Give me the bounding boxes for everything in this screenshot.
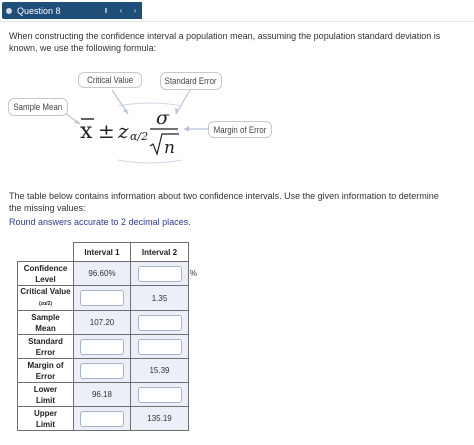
standard-error-interval-1-cell xyxy=(74,335,131,359)
table-row xyxy=(18,383,189,407)
table-row xyxy=(18,335,189,359)
table-row xyxy=(18,286,189,311)
standard-error-interval-2-cell xyxy=(131,335,189,359)
intro-text: When constructing the confidence interval a population mean, assuming the population standard deviation is known, we use the following formula: xyxy=(9,31,441,53)
lower-limit-interval-1: 96.18 xyxy=(74,383,131,407)
question-tab[interactable] xyxy=(2,2,98,19)
n-symbol: n xyxy=(164,138,175,158)
chevron-right-icon: › xyxy=(133,6,137,15)
table-description: The table below contains information about two confidence intervals. Use the given information to determine the missing values: xyxy=(9,191,439,213)
plus-minus-symbol: ± xyxy=(98,119,115,143)
formula-diagram xyxy=(0,66,474,176)
critical-value-interval-1-input[interactable] xyxy=(80,290,124,306)
column-header-interval-1: Interval 1 xyxy=(74,243,131,262)
standard-error-callout: Standard Error xyxy=(160,72,222,90)
margin-of-error-interval-1-input[interactable] xyxy=(80,363,124,379)
upper-limit-interval-2: 135.19 xyxy=(131,407,189,431)
margin-of-error-callout: Margin of Error xyxy=(208,121,272,138)
alpha-half-subscript: α/2 xyxy=(130,130,149,143)
formula-bracket xyxy=(118,160,182,163)
sample-mean-interval-1: 107.20 xyxy=(74,311,131,335)
row-label-upper-limit: Upper Limit xyxy=(18,407,74,431)
question-label: Question 8 xyxy=(17,5,61,16)
formula-bracket xyxy=(118,103,182,106)
sigma-symbol: σ xyxy=(156,107,169,129)
sample-mean-callout: Sample Mean xyxy=(8,98,68,116)
lower-limit-interval-2-input[interactable] xyxy=(138,387,182,403)
row-label-critical-value: Critical Value (zα/2) xyxy=(18,286,74,311)
sample-mean-interval-2-cell xyxy=(131,311,189,335)
row-label-sample-mean: Sample Mean xyxy=(18,311,74,335)
next-question-button[interactable] xyxy=(128,2,142,19)
confidence-level-interval-2-cell xyxy=(131,262,197,286)
critical-value-interval-2: 1.35 xyxy=(131,286,189,311)
row-label-confidence-level: Confidence Level xyxy=(18,262,74,286)
arrowhead-icon xyxy=(123,109,128,114)
table-row xyxy=(18,262,189,286)
rounding-note: Round answers accurate to 2 decimal places. xyxy=(9,217,191,227)
table-row xyxy=(18,311,189,335)
critical-value-callout: Critical Value xyxy=(78,72,142,88)
table-header-row xyxy=(18,243,189,262)
standard-error-interval-2-input[interactable] xyxy=(138,339,182,355)
row-label-standard-error: Standard Error xyxy=(18,335,74,359)
status-dot-icon xyxy=(6,8,12,14)
chevron-left-icon: ‹ xyxy=(119,6,123,15)
sample-mean-interval-2-input[interactable] xyxy=(138,315,182,331)
lower-limit-interval-2-cell xyxy=(131,383,189,407)
question-header xyxy=(0,0,474,22)
row-label-margin-of-error: Margin of Error xyxy=(18,359,74,383)
menu-toggle[interactable] xyxy=(98,2,114,19)
prev-question-button[interactable] xyxy=(114,2,128,19)
confidence-level-interval-1: 96.60% xyxy=(74,262,131,286)
x-bar-symbol: x xyxy=(80,119,93,144)
table-row xyxy=(18,359,189,383)
margin-of-error-interval-1-cell xyxy=(74,359,131,383)
z-symbol: z xyxy=(118,119,129,143)
row-label-lower-limit: Lower Limit xyxy=(18,383,74,407)
upper-limit-interval-1-input[interactable] xyxy=(80,411,124,427)
margin-of-error-interval-2: 15.39 xyxy=(131,359,189,383)
table-row xyxy=(18,407,189,431)
column-header-interval-2: Interval 2 xyxy=(131,243,189,262)
confidence-interval-table xyxy=(17,242,197,431)
upper-limit-interval-1-cell xyxy=(74,407,131,431)
standard-error-interval-1-input[interactable] xyxy=(80,339,124,355)
percent-sign: % xyxy=(189,269,197,278)
table-corner xyxy=(18,243,74,262)
confidence-level-interval-2-input[interactable] xyxy=(138,266,182,282)
critical-value-interval-1-cell xyxy=(74,286,131,311)
arrowhead-icon xyxy=(184,126,189,132)
